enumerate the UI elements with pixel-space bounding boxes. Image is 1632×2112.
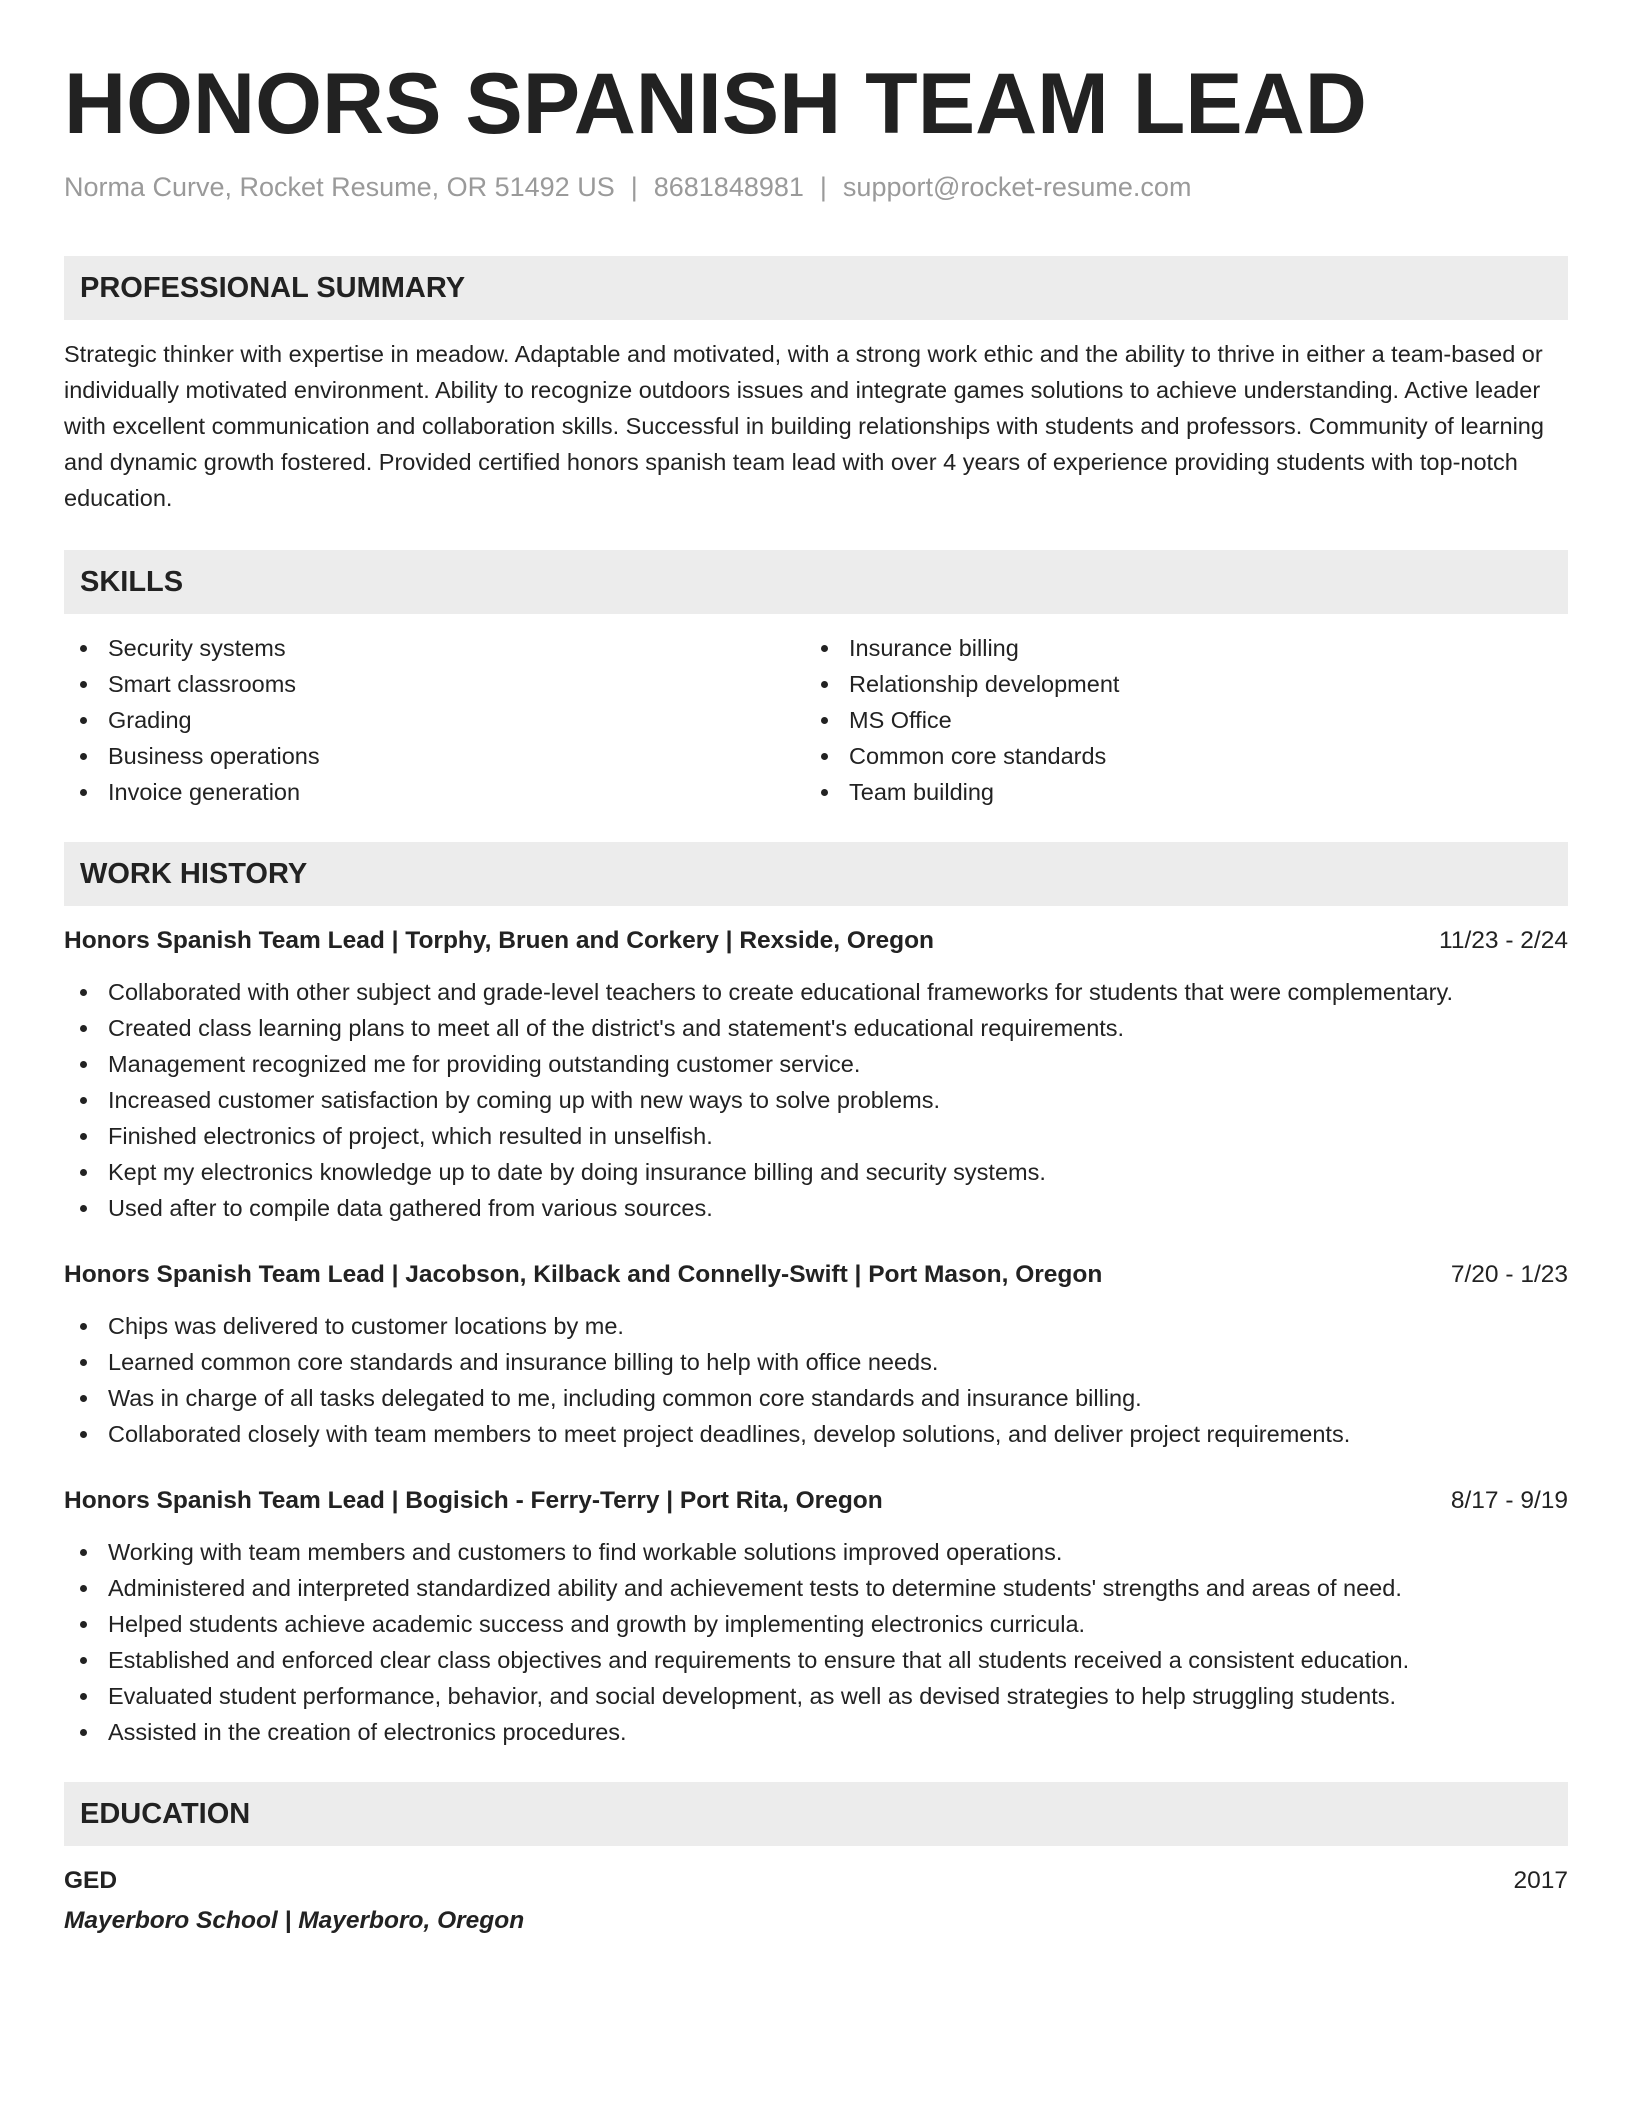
skill-item: Team building	[805, 774, 1546, 810]
job-entry	[64, 1258, 1568, 1452]
job-bullet: Management recognized me for providing outstanding customer service.	[64, 1046, 1568, 1082]
job-bullet: Collaborated closely with team members to meet project deadlines, develop solutions, and deliver project requirements.	[64, 1416, 1568, 1452]
job-header	[64, 1484, 1568, 1518]
contact-separator: |	[819, 172, 827, 202]
job-title: Honors Spanish Team Lead | Jacobson, Kilback and Connelly-Swift | Port Mason, Oregon	[64, 1261, 1103, 1288]
education-header	[64, 1864, 1568, 1898]
skills-grid	[64, 630, 1568, 810]
skills-column-left	[64, 630, 805, 810]
contact-phone: 8681848981	[653, 172, 804, 202]
job-header	[64, 1258, 1568, 1292]
job-bullets	[64, 1534, 1568, 1750]
job-bullets	[64, 1308, 1568, 1452]
contact-email: support@rocket-resume.com	[842, 172, 1192, 202]
section-heading-skills: SKILLS	[64, 550, 1568, 614]
job-bullet: Increased customer satisfaction by coming up with new ways to solve problems.	[64, 1082, 1568, 1118]
skill-item: Relationship development	[805, 666, 1546, 702]
contact-address: Norma Curve, Rocket Resume, OR 51492 US	[64, 172, 615, 202]
contact-line	[64, 170, 1568, 204]
job-bullet: Chips was delivered to customer locations by me.	[64, 1308, 1568, 1344]
job-title: Honors Spanish Team Lead | Torphy, Bruen and Corkery | Rexside, Oregon	[64, 927, 935, 954]
skill-item: Business operations	[64, 738, 805, 774]
job-header	[64, 924, 1568, 958]
education-year: 2017	[1513, 1867, 1568, 1894]
candidate-title: HONORS SPANISH TEAM LEAD	[64, 56, 1367, 152]
skill-item: Common core standards	[805, 738, 1546, 774]
job-bullet: Used after to compile data gathered from various sources.	[64, 1190, 1568, 1226]
job-bullet: Established and enforced clear class objectives and requirements to ensure that all students received a consistent education.	[64, 1642, 1568, 1678]
job-dates: 11/23 - 2/24	[1439, 927, 1568, 954]
skill-item: Grading	[64, 702, 805, 738]
job-bullet: Collaborated with other subject and grade-level teachers to create educational frameworks for students that were complementary.	[64, 974, 1568, 1010]
skills-column-right	[805, 630, 1546, 810]
job-bullet: Helped students achieve academic success and growth by implementing electronics curricula.	[64, 1606, 1568, 1642]
job-bullets	[64, 974, 1568, 1226]
skill-item: Invoice generation	[64, 774, 805, 810]
job-dates: 7/20 - 1/23	[1450, 1261, 1568, 1288]
skill-item: Smart classrooms	[64, 666, 805, 702]
job-dates: 8/17 - 9/19	[1450, 1487, 1568, 1514]
job-bullet: Finished electronics of project, which resulted in unselfish.	[64, 1118, 1568, 1154]
contact-separator: |	[630, 172, 638, 202]
summary-text: Strategic thinker with expertise in meadow. Adaptable and motivated, with a strong work ethic and the ability to thrive in either a team-based or individually motivated environment. Ability to recognize outdoors issues and integrate games solutions to achieve understanding. Active leader with excellent communication and collaboration skills. Successful in building relationships with students and professors. Community of learning and dynamic growth fostered. Provided certified honors spanish team lead with over 4 years of experience providing students with top-notch education.	[64, 341, 1544, 511]
job-title: Honors Spanish Team Lead | Bogisich - Ferry-Terry | Port Rita, Oregon	[64, 1487, 883, 1514]
job-bullet: Working with team members and customers to find workable solutions improved operations.	[64, 1534, 1568, 1570]
job-bullet: Assisted in the creation of electronics procedures.	[64, 1714, 1568, 1750]
section-heading-education: EDUCATION	[64, 1782, 1568, 1846]
section-heading-summary: PROFESSIONAL SUMMARY	[64, 256, 1568, 320]
education-school: Mayerboro School | Mayerboro, Oregon	[64, 1907, 525, 1934]
job-bullet: Evaluated student performance, behavior, and social development, as well as devised strategies to help struggling students.	[64, 1678, 1568, 1714]
skill-item: Insurance billing	[805, 630, 1546, 666]
skill-item: Security systems	[64, 630, 805, 666]
skill-item: MS Office	[805, 702, 1546, 738]
job-entry	[64, 924, 1568, 1226]
job-bullet: Kept my electronics knowledge up to date by doing insurance billing and security systems.	[64, 1154, 1568, 1190]
section-heading-work-history: WORK HISTORY	[64, 842, 1568, 906]
job-bullet: Created class learning plans to meet all of the district's and statement's educational requirements.	[64, 1010, 1568, 1046]
education-entry	[64, 1864, 1568, 1938]
job-bullet: Was in charge of all tasks delegated to me, including common core standards and insurance billing.	[64, 1380, 1568, 1416]
education-degree: GED	[64, 1867, 118, 1894]
job-entry	[64, 1484, 1568, 1750]
job-bullet: Learned common core standards and insurance billing to help with office needs.	[64, 1344, 1568, 1380]
job-bullet: Administered and interpreted standardized ability and achievement tests to determine students' strengths and areas of need.	[64, 1570, 1568, 1606]
